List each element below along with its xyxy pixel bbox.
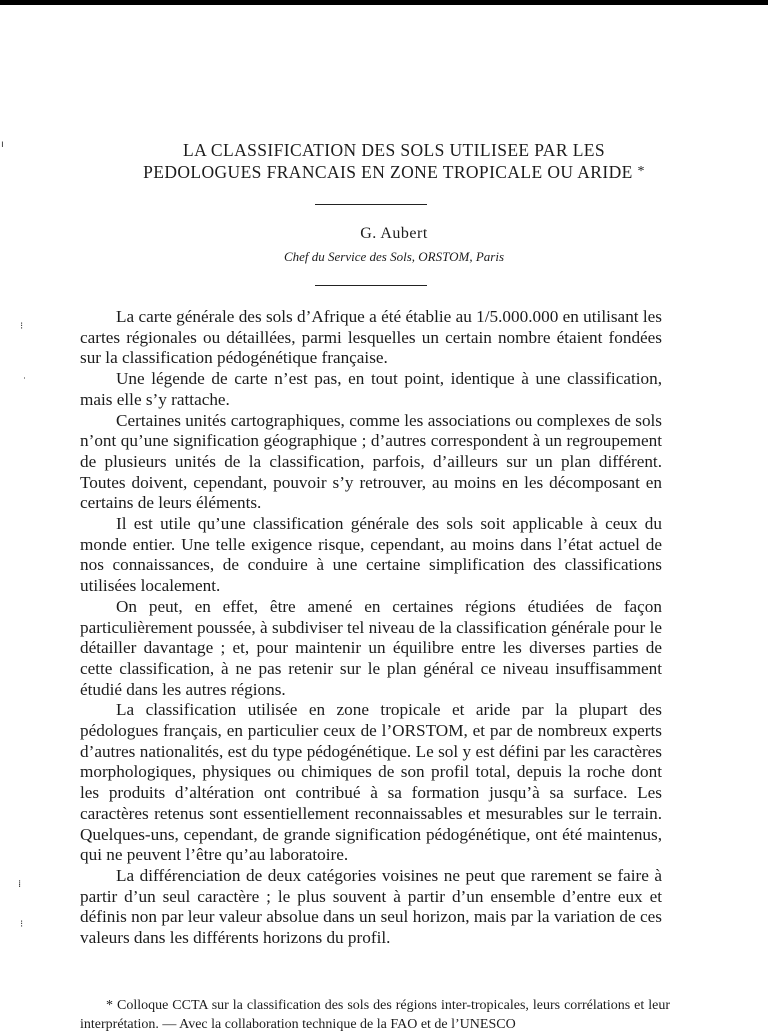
paragraph-7: La différenciation de deux catégories voisines ne peut que rarement se faire à partir d’un seul caractère ; le plus souvent à partir d’un ensemble d’entre eux et définis non par leur valeur absolue dans un seul horizon, mais par la variation de ces valeurs dans les différents horizons du profil.	[80, 865, 662, 948]
margin-scan-mark: ⁝	[20, 321, 24, 332]
paragraph-3: Certaines unités cartographiques, comme les associations ou complexes de sols n’ont qu’une signification géographique ; d’autres correspondent à un regroupement de plusieurs unités de la classification, parfois, d’ailleurs sur un plan différent. Toutes doivent, cependant, pouvoir s’y retrouver, au moins en les décomposant en certains de leurs éléments.	[80, 410, 662, 513]
paragraph-2: Une légende de carte n’est pas, en tout point, identique à une classification, mais elle s’y rattache.	[80, 369, 662, 409]
body-text	[80, 307, 662, 949]
footnote-text: * Colloque CCTA sur la classification des sols des régions inter-tropicales, leurs corrélations et leur interprétation. — Avec la collaboration technique de la FAO et de l’UNESCO	[80, 998, 670, 1032]
title-line-1: LA CLASSIFICATION DES SOLS UTILISEE PAR LES	[182, 140, 605, 160]
paragraph-6: La classification utilisée en zone tropicale et aride par la plupart des pédologues français, en particulier ceux de l’ORSTOM, et par de nombreux experts d’autres nationalités, est du type pédogénétique. Le sol y est défini par les caractères morphologiques, physiques ou chimiques de son profil total, depuis la roche dont les produits d’altération ont contribué à sa formation jusqu’à sa surface. Les caractères retenus sont essentiellement reconnaissables et mesurables sur le terrain. Quelques-uns, cependant, de grande signification pédogénétique, ont été maintenus, qui ne peuvent l’être qu’au laboratoire.	[80, 700, 662, 865]
margin-scan-mark: ⁝	[20, 919, 24, 930]
title-footnote-marker: *	[637, 164, 645, 179]
paper-title	[60, 139, 728, 183]
author-affiliation: Chef du Service des Sols, ORSTOM, Paris	[283, 249, 505, 264]
author-divider	[315, 285, 427, 286]
margin-scan-mark: ⁞	[18, 879, 22, 890]
margin-scan-mark: ˙	[22, 377, 27, 388]
margin-scan-mark: ı	[1, 139, 4, 150]
title-line-2-text: PEDOLOGUES FRANCAIS EN ZONE TROPICALE OU ARIDE	[143, 162, 633, 182]
author-name: G. Aubert	[360, 225, 428, 242]
footnote	[80, 996, 670, 1034]
title-divider	[315, 204, 427, 205]
paragraph-5: On peut, en effet, être amené en certaines régions étudiées de façon particulièrement poussée, à subdiviser tel niveau de la classification générale pour le détailler davantage ; et, pour maintenir un équilibre entre les diverses parties de cette classification, à ne pas retenir sur le plan général ce niveau insuffisamment étudié dans les autres régions.	[80, 596, 662, 699]
paragraph-4: Il est utile qu’une classification générale des sols soit applicable à ceux du monde entier. Une telle exigence risque, cependant, au moins dans l’état actuel de nos connaissances, de conduire à une certaine simplification des classifications utilisées localement.	[80, 514, 662, 596]
title-line-2	[60, 161, 728, 183]
paragraph-1: La carte générale des sols d’Afrique a été établie au 1/5.000.000 en utilisant les cartes régionales ou détaillées, parmi lesquelles un certain nombre étaient fondées sur la classification pédogénétique française.	[80, 307, 662, 368]
